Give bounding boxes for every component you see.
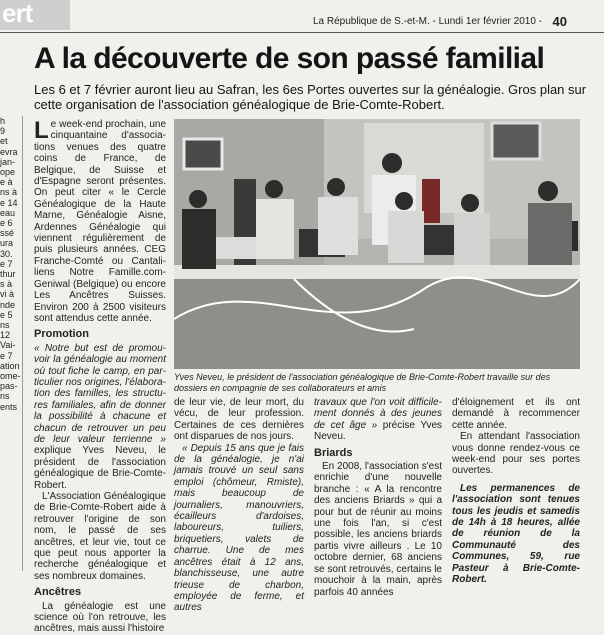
- left-fragment-line: e 7: [0, 350, 13, 361]
- left-fragment-line: ents: [0, 401, 18, 412]
- left-fragment-line: jan-: [0, 156, 16, 167]
- page-number: 40: [552, 14, 567, 29]
- left-fragment-line: h: [0, 116, 6, 126]
- article-column-4: [452, 397, 580, 586]
- left-fragment-line: ns: [0, 391, 10, 402]
- photo-caption: Yves Neveu, le président de l'association généalogique de Brie-Comte-Robert travaille sur des dossiers en compagnie de ses collaborateurs et amis: [174, 372, 551, 393]
- left-fragment-line: ation: [0, 360, 20, 371]
- article-title: A la découverte de son passé familial: [34, 42, 545, 75]
- left-fragment-line: eau: [0, 207, 16, 218]
- briards-text: En 2008, l'association s'est enrichie d'une nouvelle branche : « A la rencontre des anciens Briards » qui a pour but de réunir au moins une fois l'an, si c'est possible, les anciens briards partis vivre ailleurs . Le 10 octobre dernier, 68 anciens se sont retrouvés, certains le mouchoir à la main, après parfois 40 années: [314, 461, 442, 598]
- left-column-fragments: [0, 116, 23, 571]
- column-2-quote: « Depuis 15 ans que je fais de la généalogie, je n'ai jamais trouvé un seul sans emploi (chômeur, Rmiste), mais beaucoup de journaliers, manouvriers, écailleurs d'ardoises, laboureurs, tuiliers, briquetiers, valets de charrue. Une de mes ancêtres était à 12 ans, blanchisseuse, une autre trieuse de charbon, employée de ferme, et autres: [174, 442, 304, 614]
- briards-heading: Briards: [314, 446, 353, 459]
- left-fragment-line: ome-: [0, 371, 21, 382]
- intro-text: e week-end prochain, une cinquantaine d'associations venues des quatre coins de France, de Belgique, de Suisse et d'Espagne seront présentes. On peut citer « le Cercle Généalogique de la Haute Marne, Généalogie Aisne, Ardennes Généalogie qui viennent régulièrement de puis plusieurs années. CEG Franche-Comté ou Cantaliliens Notre Famille.com-Geniwal (Belgique) ou encore Les Ancêtres Suisses. Environ 200 à 2500 visiteurs sont attendus cette année.: [34, 119, 166, 324]
- column-3-quote-attribution: précise Yves Neveu.: [314, 419, 443, 443]
- column-4-text-2: En attendant l'association vous donne rendez-vous ce week-end pour ses portes ouvertes.: [452, 431, 580, 477]
- article-photo: [174, 119, 580, 369]
- left-fragment-line: e 7: [0, 258, 13, 269]
- left-fragment-line: ns: [0, 320, 10, 331]
- left-fragment-line: evra: [0, 146, 18, 157]
- ancetres-text: La généalogie est une science où l'on retrouve, les ancêtres, mais aussi l'histoire: [34, 600, 166, 635]
- promotion-text: explique Yves Neveu, le président de l'association généalogique de Brie-Comte-Robert.: [34, 445, 166, 491]
- left-fragment-line: nde: [0, 299, 16, 310]
- group-photo-image: [174, 119, 580, 369]
- column-2-text: de leur vie, de leur mort, du vécu, de leur profession. Certaines de ces dernières ont disparues de nos jours.: [174, 397, 304, 443]
- left-fragment-line: e 6: [0, 218, 13, 229]
- article-lead: Les 6 et 7 février auront lieu au Safran, les 6es Portes ouvertes sur la généalogie. Gros plan sur cette organisation de l'association généalogique de Brie-Comte-Robert.: [34, 82, 587, 112]
- left-fragment-line: pas-: [0, 381, 18, 392]
- ancetres-heading: Ancêtres: [34, 586, 82, 599]
- left-fragment-line: e 14: [0, 197, 18, 208]
- left-fragment-line: ns à: [0, 187, 18, 198]
- left-fragment-line: Vai-: [0, 340, 16, 351]
- header-fragment: ert: [2, 0, 33, 28]
- left-fragment-line: e à: [0, 177, 13, 188]
- left-fragment-line: e 5: [0, 309, 13, 320]
- left-fragment-line: 30.: [0, 248, 13, 259]
- promotion-text-2: L'Association Généalogique de Brie-Comte-Robert aide à retrouver l'origine de son nom, le passé de ses ancêtres, et leur vie, tout ce que peut nous apporter la recherche généalogique et ses nombreux domaines.: [34, 491, 166, 582]
- left-fragment-line: s à: [0, 279, 13, 290]
- permanences-note: Les permanences de l'association sont tenues tous les jeudis et samedis de 14h à 18 heures, allée de réunion de la Communauté des Communes, 59, rue Pasteur à Brie-Comte-Robert.: [452, 482, 580, 586]
- article-column-3: [314, 397, 442, 598]
- article-column-2: [174, 397, 304, 614]
- left-fragment-line: ura: [0, 238, 14, 249]
- left-fragment-line: et: [0, 136, 8, 147]
- left-fragment-line: ope: [0, 167, 16, 178]
- left-fragment-line: vi à: [0, 289, 15, 300]
- column-4-text: d'éloignement et ils ont demandé à recommencer cette année.: [452, 397, 580, 431]
- drop-cap: L: [34, 117, 49, 144]
- promotion-quote: « Notre but est de promouvoir la généalogie au moment où tout fiche le camp, en particulier nos origines, l'élaboration des familles, les structures familiales, afin de donner la possibilité à chacune et chacun de retrouver un peu de leur valeur terrienne »: [34, 342, 166, 445]
- left-fragment-line: thur: [0, 269, 16, 280]
- header-rule: [0, 32, 604, 33]
- promotion-heading: Promotion: [34, 328, 89, 341]
- page-header: [0, 0, 604, 30]
- left-fragment-line: ssé: [0, 228, 15, 239]
- left-fragment-line: 12: [0, 330, 11, 341]
- article-column-1: [34, 119, 166, 635]
- column-3-quote: travaux que l'on voit difficilement donnés à des jeunes de cet âge »: [314, 397, 442, 431]
- left-fragment-line: 9: [0, 126, 6, 137]
- masthead: La République de S.-et-M. - Lundi 1er février 2010 -: [312, 16, 542, 27]
